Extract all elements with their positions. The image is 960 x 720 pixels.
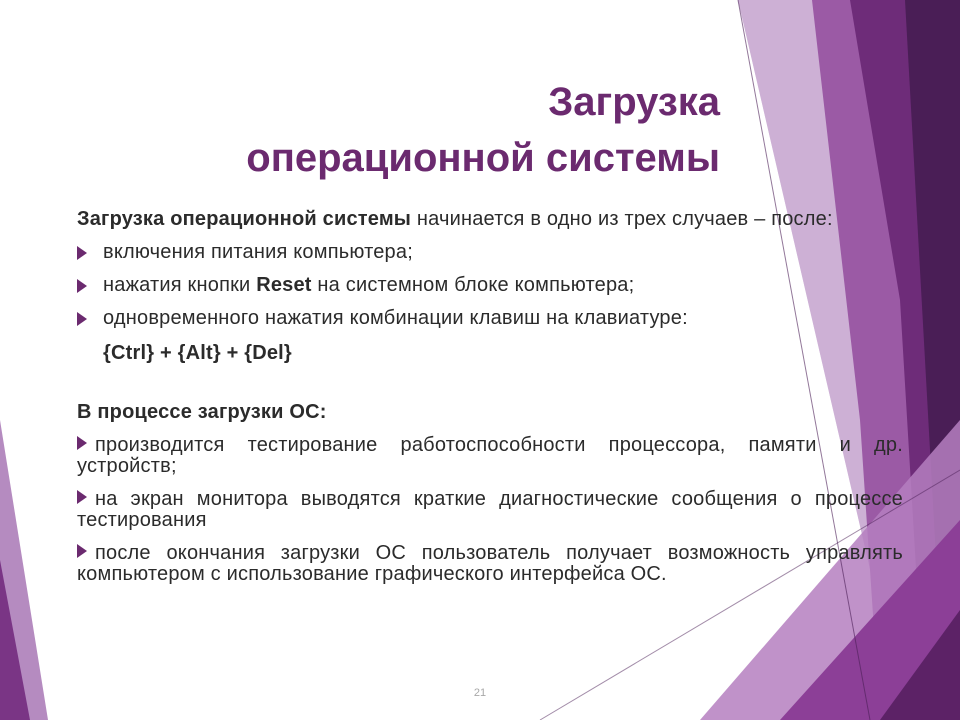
- case-item: [77, 242, 903, 263]
- intro-paragraph: [77, 209, 903, 230]
- arrow-bullet-icon: [77, 312, 87, 326]
- process-heading: В процессе загрузки ОС:: [77, 401, 327, 423]
- case-text-after: на системном блоке компьютера;: [311, 274, 635, 296]
- arrow-bullet-icon: [77, 246, 87, 260]
- process-text: после окончания загрузки ОС пользователь получает возможность управлять компьютером с использование графического интерфейса ОС.: [77, 542, 903, 585]
- arrow-bullet-icon: [77, 544, 87, 558]
- process-text: производится тестирование работоспособности процессора, памяти и др. устройств;: [77, 434, 903, 477]
- intro-bold: Загрузка операционной системы: [77, 208, 412, 230]
- page-number: 21: [473, 687, 487, 699]
- case-item: [77, 308, 903, 329]
- process-text: на экран монитора выводятся краткие диагностические сообщения о процессе тестирования: [77, 488, 903, 531]
- arrow-bullet-icon: [77, 490, 87, 504]
- arrow-bullet-icon: [77, 436, 87, 450]
- title-line-1: Загрузка: [548, 80, 720, 124]
- title-line-2: операционной системы: [246, 136, 720, 180]
- process-item: [77, 489, 903, 531]
- case-text-bold: Reset: [256, 274, 312, 296]
- slide-body: [77, 209, 903, 585]
- intro-text: начинается в одно из трех случаев – после:: [411, 208, 833, 230]
- case-text: одновременного нажатия комбинации клавиш на клавиатуре:: [103, 307, 688, 329]
- arrow-bullet-icon: [77, 279, 87, 293]
- case-text-before: нажатия кнопки: [103, 274, 257, 296]
- key-combination: {Ctrl} + {Alt} + {Del}: [103, 342, 292, 364]
- slide-title: [120, 74, 720, 186]
- case-item: [77, 275, 903, 296]
- process-item: [77, 543, 903, 585]
- process-item: [77, 435, 903, 477]
- case-text: включения питания компьютера;: [103, 241, 413, 263]
